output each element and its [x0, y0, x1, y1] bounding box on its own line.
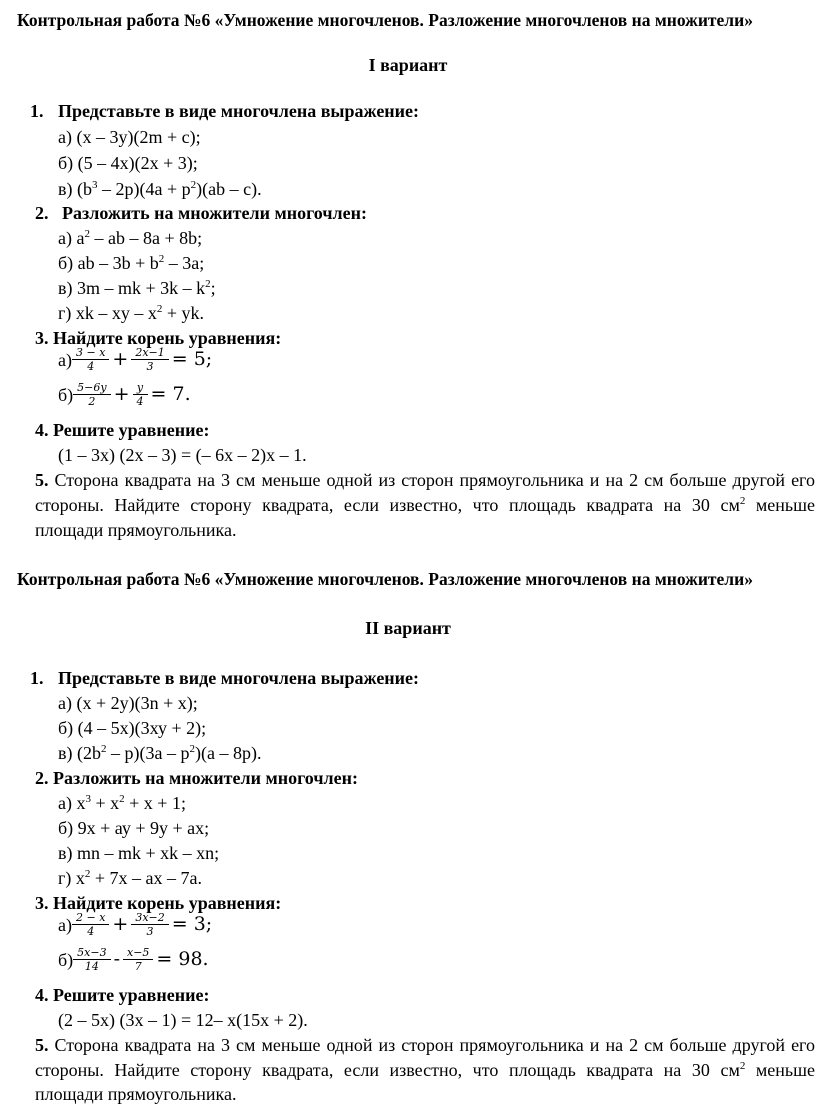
v1-variant-heading: I вариант	[368, 55, 448, 75]
v2-q3b-fraction-1: $\frac{\text{5𝑥−3}}{14}$	[75, 947, 108, 972]
v2-q1-item-b: б) (4 – 5х)(3ху + 2);	[58, 718, 207, 738]
v1-q3a-fraction-1: $\frac{\text{3 − 𝑥}}{4}$	[74, 347, 107, 372]
v2-q5-line-3: площади прямоугольника.	[35, 1084, 237, 1104]
v1-q2-heading: Разложить на множители многочлен:	[62, 203, 367, 223]
v2-q4-equation: (2 – 5х) (3х – 1) = 12– х(15х + 2).	[58, 1010, 308, 1030]
v1-q3b-fraction-1: $\frac{\text{5−6𝑦}}{2}$	[75, 382, 108, 407]
v1-q5-line-3: площади прямоугольника.	[35, 520, 237, 540]
v1-q2-item-d: г) xk – xy – $x^2$ + yk.	[58, 303, 205, 323]
v2-q1-item-a: а) (х + 2у)(3n + х);	[58, 693, 198, 713]
v2-q2-item-c: в) mn – mk + xk – xn;	[58, 843, 220, 863]
v1-q1-item-c: в) $(b^3 - 2р)(4а + р^2)(аb - с)$.	[58, 179, 262, 199]
v2-q1-number: 1.	[30, 668, 44, 688]
v2-q2-item-d: г) $х^2 + 7х$ – ах – 7а.	[58, 868, 203, 888]
v1-q2-item-a: а) $а^2$ – ab – 8a + 8b;	[58, 228, 203, 248]
v1-q2-item-c: в) 3m – mk + $3k - k^2$;	[58, 278, 216, 298]
v2-q4-heading: 4. Решите уравнение:	[35, 985, 210, 1005]
v2-q3-item-a: а) $\frac{\text{2 − 𝑥}}{4}$ + $\frac{\text{3𝑥−2}}{3}$ = 3;	[58, 911, 213, 938]
v1-q2-item-b: б) ab – $3b + b^2 - 3a$;	[58, 253, 205, 273]
v1-title: Контрольная работа №6 «Умножение многочленов. Разложение многочленов на множители»	[17, 10, 753, 30]
v1-q1-item-b: б) (5 – 4х)(2х + 3);	[58, 153, 198, 173]
v2-q5-line-2: стороны. Найдите сторону квадрата, если известно, что площадь квадрата на 30 $см^2$ меньше	[35, 1060, 815, 1080]
v2-q3a-fraction-1: $\frac{\text{2 − 𝑥}}{4}$	[74, 912, 107, 937]
v2-q2-item-a: а) $х^3 + х^2 + х + 1$;	[58, 793, 186, 813]
v1-q3a-fraction-2: $\frac{\text{2𝑥−1}}{3}$	[133, 347, 166, 372]
v1-q3-item-a: а) $\frac{\text{3 − 𝑥}}{4}$ + $\frac{\text{2𝑥−1}}{3}$ = 5;	[58, 346, 213, 373]
v1-q2-number: 2.	[35, 203, 49, 223]
v1-q5-line-2: стороны. Найдите сторону квадрата, если известно, что площадь квадрата на 30 $см^2$ меньше	[35, 495, 815, 515]
v1-q3b-fraction-2: $\frac{\text{𝑦}}{4}$	[135, 382, 146, 407]
v1-q4-equation: (1 – 3х) (2х – 3) = (– 6х – 2)х – 1.	[58, 445, 307, 465]
v2-variant-heading: II вариант	[365, 618, 451, 638]
v2-q3b-fraction-2: $\frac{\text{𝑥−5}}{7}$	[125, 947, 151, 972]
v1-q4-heading: 4. Решите уравнение:	[35, 420, 210, 440]
v2-title: Контрольная работа №6 «Умножение многочленов. Разложение многочленов на множители»	[17, 569, 753, 589]
v2-q2-item-b: б) 9х + ау + 9у + ах;	[58, 818, 210, 838]
v1-q1-heading: Представьте в виде многочлена выражение:	[58, 101, 420, 121]
v2-q1-item-c: в) $(2b^2 - р)(3а - р^2)(а - 8р)$.	[58, 743, 262, 763]
v1-q1-item-a: а) (х – 3у)(2m + с);	[58, 127, 201, 147]
v1-q3-item-b: б) $\frac{\text{5−6𝑦}}{2}$ + $\frac{\text{𝑦}}{4}$ = 7.	[58, 381, 191, 408]
v1-q3-heading: 3. Найдите корень уравнения:	[35, 328, 282, 348]
v2-q3-item-b: б) $\frac{\text{5𝑥−3}}{14}$ - $\frac{\text{𝑥−5}}{7}$ = 98.	[58, 946, 209, 973]
v2-q5-line-1: 5. Сторона квадрата на 3 см меньше одной из сторон прямоугольника и на 2 см больше другой его	[35, 1035, 815, 1055]
v1-q1-number: 1.	[30, 101, 44, 121]
v1-q5-line-1: 5. Сторона квадрата на 3 см меньше одной из сторон прямоугольника и на 2 см больше другой его	[35, 470, 815, 490]
v2-q3-heading: 3. Найдите корень уравнения:	[35, 893, 282, 913]
v2-q3a-fraction-2: $\frac{\text{3𝑥−2}}{3}$	[133, 912, 166, 937]
v2-q1-heading: Представьте в виде многочлена выражение:	[58, 668, 420, 688]
v2-q2-heading: 2. Разложить на множители многочлен:	[35, 768, 358, 788]
